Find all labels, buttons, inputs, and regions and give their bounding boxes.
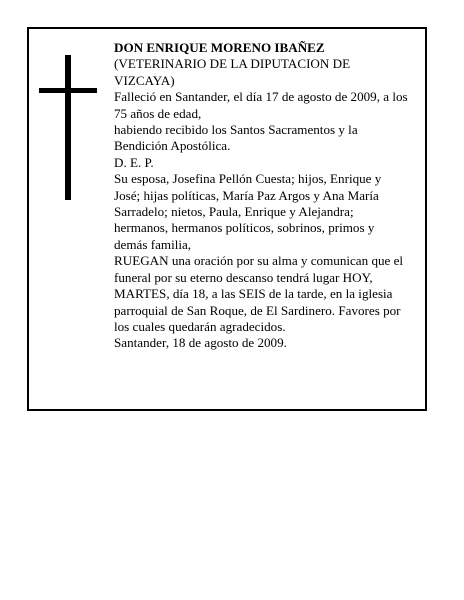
cross-horizontal-bar [39,88,97,93]
family-line: demás familia, [114,236,192,252]
family-line: Sarradelo; nietos, Paula, Enrique y Alejandra; [114,204,354,220]
obituary-text [114,40,414,352]
cross-icon [39,55,99,200]
closing-date-line: Santander, 18 de agosto de 2009. [114,335,287,351]
cross-vertical-bar [65,55,71,200]
death-info-line: habiendo recibido los Santos Sacramentos y la [114,122,358,138]
funeral-request-line: los cuales quedarán agradecidos. [114,318,286,334]
death-info-line: Falleció en Santander, el día 17 de agosto de 2009, a los [114,89,408,105]
deceased-name: DON ENRIQUE MORENO IBAÑEZ [114,40,325,55]
funeral-request-line: parroquial de San Roque, de El Sardinero. Favores por [114,302,401,318]
death-info-line: 75 años de edad, [114,105,202,121]
funeral-request-line: MARTES, día 18, a las SEIS de la tarde, en la iglesia [114,286,393,302]
family-line: hermanos, hermanos políticos, sobrinos, primos y [114,220,375,236]
family-line: Su esposa, Josefina Pellón Cuesta; hijos, Enrique y [114,171,382,187]
deceased-title-line: (VETERINARIO DE LA DIPUTACION DE [114,56,351,72]
obituary-notice [27,27,427,411]
death-info-line: Bendición Apostólica. [114,138,231,154]
rip-text: D. E. P. [114,154,154,170]
family-line: José; hijas políticas, María Paz Argos y Ana María [114,187,379,203]
deceased-title-line: VIZCAYA) [114,72,175,88]
funeral-request-line: RUEGAN una oración por su alma y comunican que el [114,253,404,269]
funeral-request-line: funeral por su eterno descanso tendrá lugar HOY, [114,269,373,285]
